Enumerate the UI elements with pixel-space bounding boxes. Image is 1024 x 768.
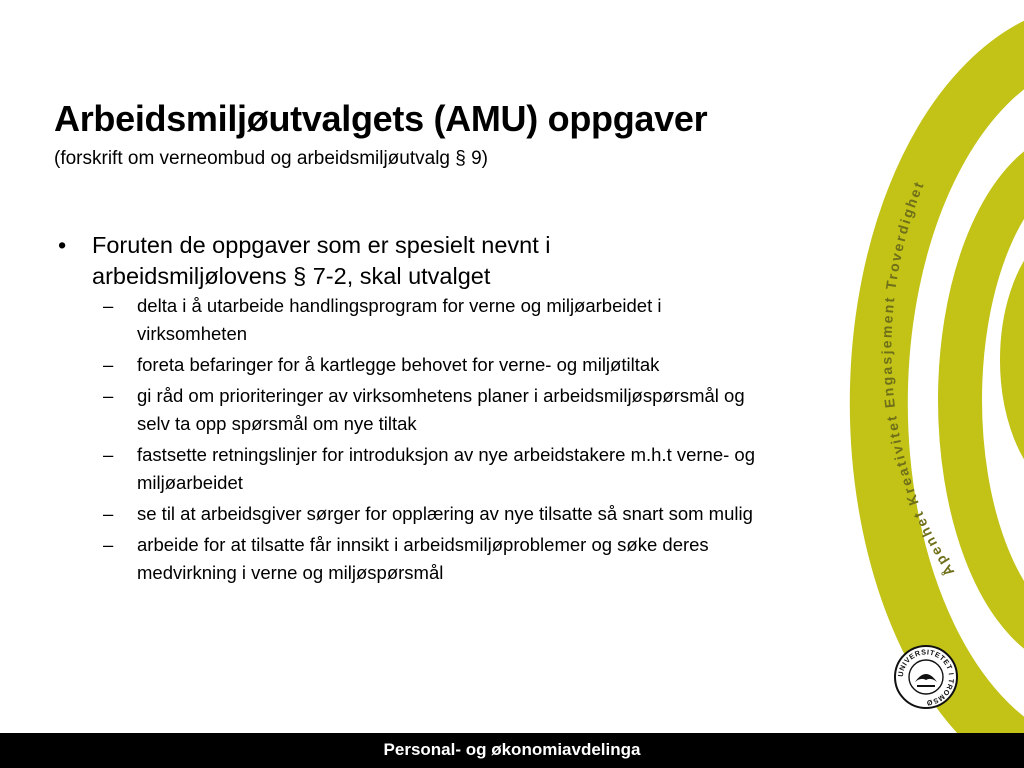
sub-item-text: delta i å utarbeide handlingsprogram for verne og miljøarbeidet i virksomheten — [137, 295, 662, 344]
seal-text: UNIVERSITETET I TROMSØ — [895, 647, 957, 708]
sub-item-marker: – — [103, 385, 114, 406]
sub-item — [103, 382, 798, 438]
bullet-text-line: Foruten de oppgaver som er spesielt nevnt i — [92, 232, 551, 258]
sub-item-marker: – — [103, 503, 114, 524]
footer-bar — [0, 733, 1024, 768]
sub-item-list — [58, 292, 798, 587]
inner-arc — [1018, 255, 1024, 465]
slide-title: Arbeidsmiljøutvalgets (AMU) oppgaver — [54, 98, 708, 139]
sub-item-marker: – — [103, 354, 114, 375]
sub-item-text: foreta befaringer for å kartlegge behovet for verne- og miljøtiltak — [137, 354, 660, 375]
university-seal-logo — [893, 644, 959, 710]
sub-item-marker: – — [103, 295, 114, 316]
slide-subtitle: (forskrift om verneombud og arbeidsmiljøutvalg § 9) — [54, 148, 489, 169]
sub-item-text: fastsette retningslinjer for introduksjon av nye arbeidstakere m.h.t verne- og miljøarbeidet — [137, 444, 756, 493]
content-area — [58, 230, 798, 590]
bullet-text — [92, 230, 551, 292]
bullet-item — [58, 230, 798, 292]
sub-item-text: arbeide for at tilsatte får innsikt i arbeidsmiljøproblemer og søke deres medvirkning i verne og miljøspørsmål — [137, 534, 709, 583]
values-text: Åpenhet Kreativitet Engasjement Troverdighet — [878, 177, 958, 580]
sub-item — [103, 500, 798, 528]
sub-item-text: gi råd om prioriteringer av virksomhetens planer i arbeidsmiljøspørsmål og selv ta opp spørsmål om nye tiltak — [137, 385, 745, 434]
sub-item-marker: – — [103, 534, 114, 555]
sub-item — [103, 351, 798, 379]
sub-item-text: se til at arbeidsgiver sørger for opplæring av nye tilsatte så snart som mulig — [137, 503, 753, 524]
footer-text: Personal- og økonomiavdelinga — [383, 740, 641, 759]
sub-item — [103, 292, 798, 348]
sub-item — [103, 441, 798, 497]
bullet-text-line: arbeidsmiljølovens § 7-2, skal utvalget — [92, 263, 491, 289]
sub-item-marker: – — [103, 444, 114, 465]
sub-item — [103, 531, 798, 587]
bullet-marker: • — [58, 232, 67, 258]
